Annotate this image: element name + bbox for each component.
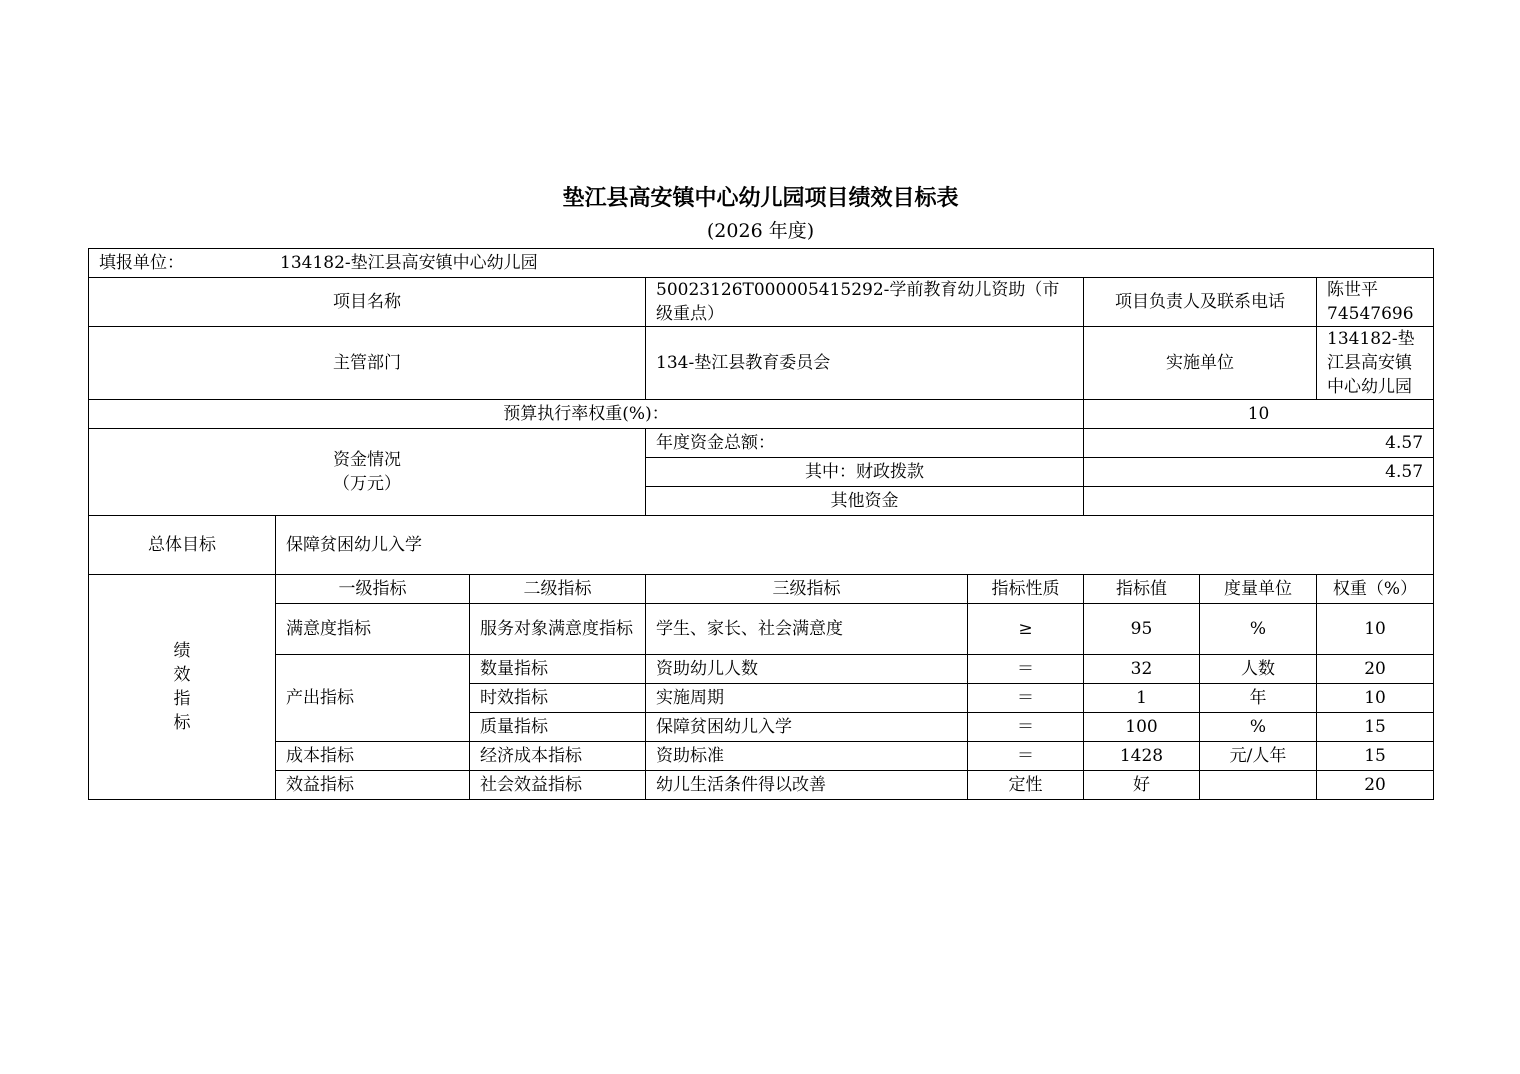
page-title: 垫江县高安镇中心幼儿园项目绩效目标表 — [562, 186, 959, 211]
row-level2: 社会效益指标 — [470, 771, 646, 800]
header-unit: 度量单位 — [1200, 575, 1317, 604]
table-row — [89, 604, 1434, 655]
project-name-value: 50023126T000005415292-学前教育幼儿资助（市级重点） — [646, 278, 1084, 327]
row-level1: 成本指标 — [276, 742, 470, 771]
funds-total-row — [89, 429, 1434, 458]
funds-label — [89, 429, 646, 516]
performance-target-table — [88, 248, 1434, 800]
perf-label-char: 效 — [173, 665, 191, 685]
header-level3: 三级指标 — [646, 575, 968, 604]
row-level3: 实施周期 — [646, 684, 968, 713]
row-unit: 年 — [1200, 684, 1317, 713]
row-nature: ＝ — [968, 742, 1084, 771]
row-nature: ＝ — [968, 655, 1084, 684]
row-weight: 15 — [1317, 713, 1434, 742]
row-level3: 幼儿生活条件得以改善 — [646, 771, 968, 800]
funds-label-line1: 资金情况 — [333, 450, 401, 470]
department-value: 134-垫江县教育委员会 — [646, 327, 1084, 400]
indicator-header-row — [89, 575, 1434, 604]
funds-other-label: 其他资金 — [646, 487, 1084, 516]
row-nature: ＝ — [968, 713, 1084, 742]
fill-unit-value: 134182-垫江县高安镇中心幼儿园 — [280, 253, 538, 273]
row-weight: 10 — [1317, 684, 1434, 713]
implementing-unit-label: 实施单位 — [1084, 327, 1317, 400]
row-level3: 学生、家长、社会满意度 — [646, 604, 968, 655]
performance-indicator-label — [89, 575, 276, 800]
perf-label-char: 标 — [173, 713, 191, 733]
header-nature: 指标性质 — [968, 575, 1084, 604]
overall-goal-value: 保障贫困幼儿入学 — [276, 516, 1434, 575]
header-weight: 权重（%） — [1317, 575, 1434, 604]
row-value: 1 — [1084, 684, 1200, 713]
budget-weight-row — [89, 400, 1434, 429]
row-value: 好 — [1084, 771, 1200, 800]
header-level2: 二级指标 — [470, 575, 646, 604]
perf-label-char: 指 — [173, 689, 191, 709]
row-unit: % — [1200, 604, 1317, 655]
row-level2: 时效指标 — [470, 684, 646, 713]
funds-other-value — [1084, 487, 1434, 516]
row-nature: ≥ — [968, 604, 1084, 655]
row-level3: 保障贫困幼儿入学 — [646, 713, 968, 742]
row-level2: 服务对象满意度指标 — [470, 604, 646, 655]
fill-unit-label: 填报单位： — [99, 253, 184, 273]
row-level2: 经济成本指标 — [470, 742, 646, 771]
row-value: 1428 — [1084, 742, 1200, 771]
row-unit: 人数 — [1200, 655, 1317, 684]
contact-label: 项目负责人及联系电话 — [1084, 278, 1317, 327]
row-unit: 元/人年 — [1200, 742, 1317, 771]
budget-weight-label: 预算执行率权重(%)： — [89, 400, 1084, 429]
row-level3: 资助标准 — [646, 742, 968, 771]
department-label: 主管部门 — [89, 327, 646, 400]
row-weight: 15 — [1317, 742, 1434, 771]
row-level1: 产出指标 — [276, 655, 470, 742]
fill-unit-cell — [89, 249, 1434, 278]
row-weight: 20 — [1317, 655, 1434, 684]
page-subtitle: (2026 年度) — [706, 220, 815, 242]
budget-weight-value: 10 — [1084, 400, 1434, 429]
header-level1: 一级指标 — [276, 575, 470, 604]
implementing-unit-value: 134182-垫江县高安镇中心幼儿园 — [1317, 327, 1434, 400]
row-unit: % — [1200, 713, 1317, 742]
table-row — [89, 771, 1434, 800]
row-nature: 定性 — [968, 771, 1084, 800]
perf-label-char: 绩 — [173, 641, 191, 661]
project-name-label: 项目名称 — [89, 278, 646, 327]
row-value: 100 — [1084, 713, 1200, 742]
funds-total-value: 4.57 — [1084, 429, 1434, 458]
table-row — [89, 742, 1434, 771]
row-nature: ＝ — [968, 684, 1084, 713]
row-weight: 20 — [1317, 771, 1434, 800]
header-value: 指标值 — [1084, 575, 1200, 604]
overall-goal-row — [89, 516, 1434, 575]
overall-goal-label: 总体目标 — [89, 516, 276, 575]
table-row — [89, 655, 1434, 684]
row-value: 95 — [1084, 604, 1200, 655]
funds-fiscal-label: 其中：财政拨款 — [646, 458, 1084, 487]
project-name-row — [89, 278, 1434, 327]
row-level2: 数量指标 — [470, 655, 646, 684]
funds-total-label: 年度资金总额： — [646, 429, 1084, 458]
fill-unit-row — [89, 249, 1434, 278]
row-unit — [1200, 771, 1317, 800]
row-level1: 满意度指标 — [276, 604, 470, 655]
funds-fiscal-value: 4.57 — [1084, 458, 1434, 487]
row-level1: 效益指标 — [276, 771, 470, 800]
department-row — [89, 327, 1434, 400]
row-level3: 资助幼儿人数 — [646, 655, 968, 684]
funds-label-line2: （万元） — [333, 474, 401, 494]
row-value: 32 — [1084, 655, 1200, 684]
contact-value: 陈世平 74547696 — [1317, 278, 1434, 327]
row-level2: 质量指标 — [470, 713, 646, 742]
row-weight: 10 — [1317, 604, 1434, 655]
